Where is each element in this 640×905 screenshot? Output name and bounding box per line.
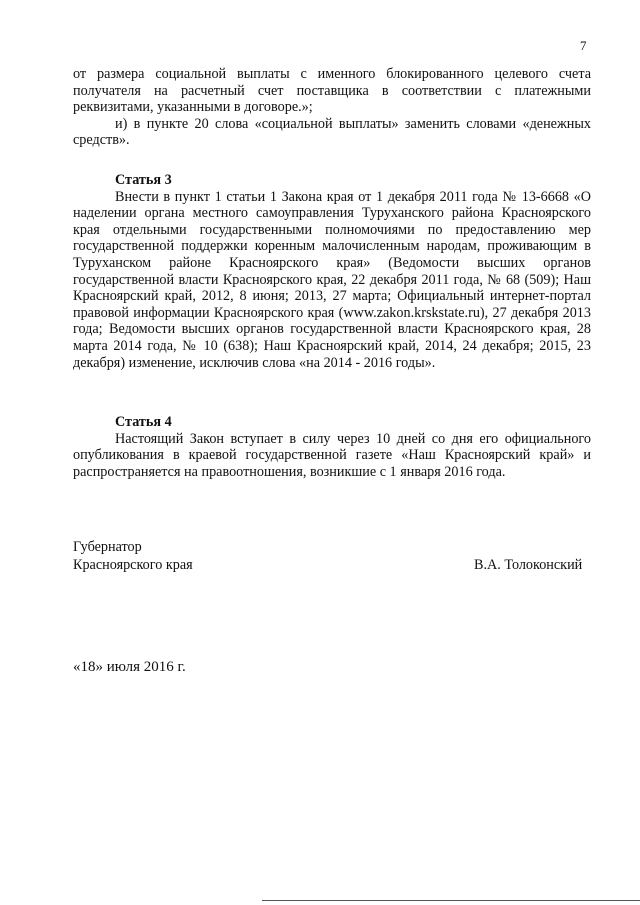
paragraph-item-i: и) в пункте 20 слова «социальной выплаты» заменить словами «денежных средств». — [73, 115, 591, 149]
article-4 — [73, 414, 591, 480]
document-date: «18» июля 2016 г. — [73, 659, 186, 675]
article-3-heading: Статья 3 — [115, 172, 172, 188]
bottom-rule — [262, 900, 640, 901]
signatory-title-line1: Губернатор — [73, 539, 142, 555]
article-4-text: Настоящий Закон вступает в силу через 10 дней со дня его официального опубликования в краевой государственной газете «Наш Красноярский край» и распространяется на правоотношения, возникшие с 1 января 2016 года. — [73, 430, 591, 480]
page-number: 7 — [580, 38, 587, 53]
signatory-title — [73, 538, 193, 574]
signatory-title-line2: Красноярского края — [73, 557, 193, 573]
article-3-text: Внести в пункт 1 статьи 1 Закона края от 1 декабря 2011 года № 13-6668 «О наделении органа местного самоуправления Туруханского района Красноярского края отдельными государственными полномочиями по предоставлению мер государственной поддержки коренным малочисленным народам, проживающим в Туруханском районе Красноярского края» (Ведомости высших органов государственной власти Красноярского края, 22 декабря 2011 года, № 68 (509); Наш Красноярский край, 2012, 8 июня; 2013, 27 марта; Официальный интернет-портал правовой информации Красноярского края (www.zakon.krskstate.ru), 27 декабря 2013 года; Ведомости высших органов государственной власти Красноярского края, 28 марта 2014 года, № 10 (638); Наш Красноярский край, 2014, 24 декабря; 2015, 23 декабря) изменение, исключив слова «на 2014 - 2016 годы». — [73, 188, 591, 371]
article-4-heading: Статья 4 — [115, 414, 172, 430]
continuation-block — [73, 66, 591, 149]
signatory-name: В.А. Толоконский — [474, 557, 583, 573]
paragraph-continuation: от размера социальной выплаты с именного блокированного целевого счета получателя на расчетный счет поставщика в соответствии с платежными реквизитами, указанными в договоре.»; — [73, 66, 591, 116]
article-3 — [73, 172, 591, 371]
